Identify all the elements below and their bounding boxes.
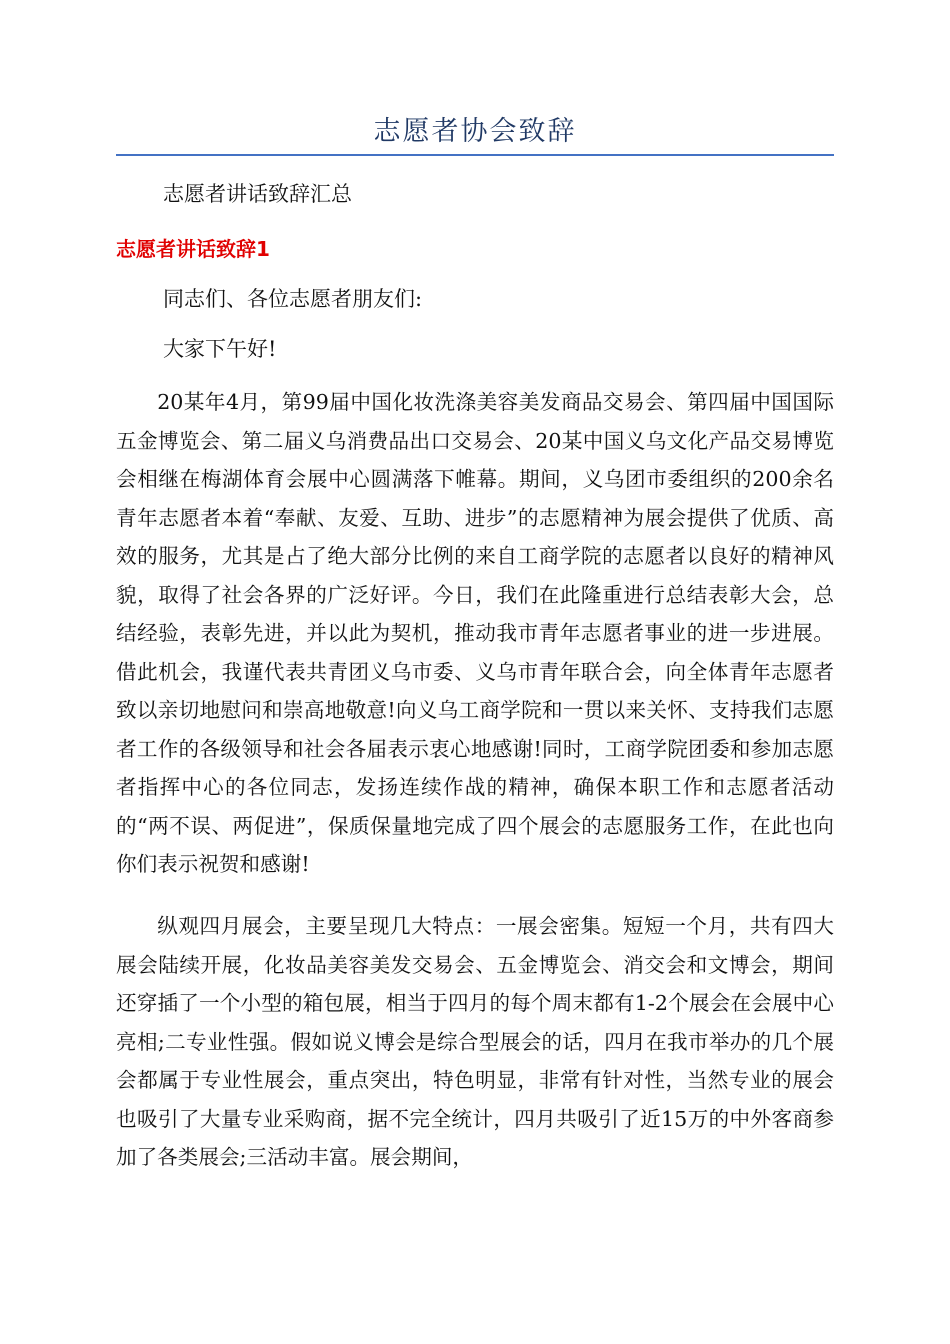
title-divider (116, 154, 834, 156)
document-subtitle: 志愿者讲话致辞汇总 (163, 182, 352, 206)
page-title: 志愿者协会致辞 (373, 116, 577, 147)
greeting-line: 大家下午好! (163, 337, 277, 361)
body-paragraph-1: 20某年4月，第99届中国化妆洗涤美容美发商品交易会、第四届中国国际五金博览会、第二届义乌消费品出口交易会、20某中国义乌文化产品交易博览会相继在梅湖体育会展中心圆满落下帷幕。期间，义乌团市委组织的200余名青年志愿者本着“奉献、友爱、互助、进步”的志愿精神为展会提供了优质、高效的服务，尤其是占了绝大部分比例的来自工商学院的志愿者以良好的精神风貌，取得了社会各界的广泛好评。今日，我们在此隆重进行总结表彰大会，总结经验，表彰先进，并以此为契机，推动我市青年志愿者事业的进一步进展。借此机会，我谨代表共青团义乌市委、义乌市青年联合会，向全体青年志愿者致以亲切地慰问和崇高地敬意!向义乌工商学院和一贯以来关怀、支持我们志愿者工作的各级领导和社会各届表示衷心地感谢!同时，工商学院团委和参加志愿者指挥中心的各位同志，发扬连续作战的精神，确保本职工作和志愿者活动的“两不误、两促进”，保质保量地完成了四个展会的志愿服务工作，在此也向你们表示祝贺和感谢! (116, 390, 834, 876)
section-heading: 志愿者讲话致辞1 (116, 237, 270, 261)
salutation-line: 同志们、各位志愿者朋友们: (163, 287, 423, 311)
body-paragraph-2: 纵观四月展会，主要呈现几大特点：一展会密集。短短一个月，共有四大展会陆续开展，化妆品美容美发交易会、五金博览会、消交会和文博会，期间还穿插了一个小型的箱包展，相当于四月的每个周末都有1-2个展会在会展中心亮相;二专业性强。假如说义博会是综合型展会的话，四月在我市举办的几个展会都属于专业性展会，重点突出，特色明显，非常有针对性，当然专业的展会也吸引了大量专业采购商，据不完全统计，四月共吸引了近15万的中外客商参加了各类展会;三活动丰富。展会期间， (116, 914, 834, 1169)
